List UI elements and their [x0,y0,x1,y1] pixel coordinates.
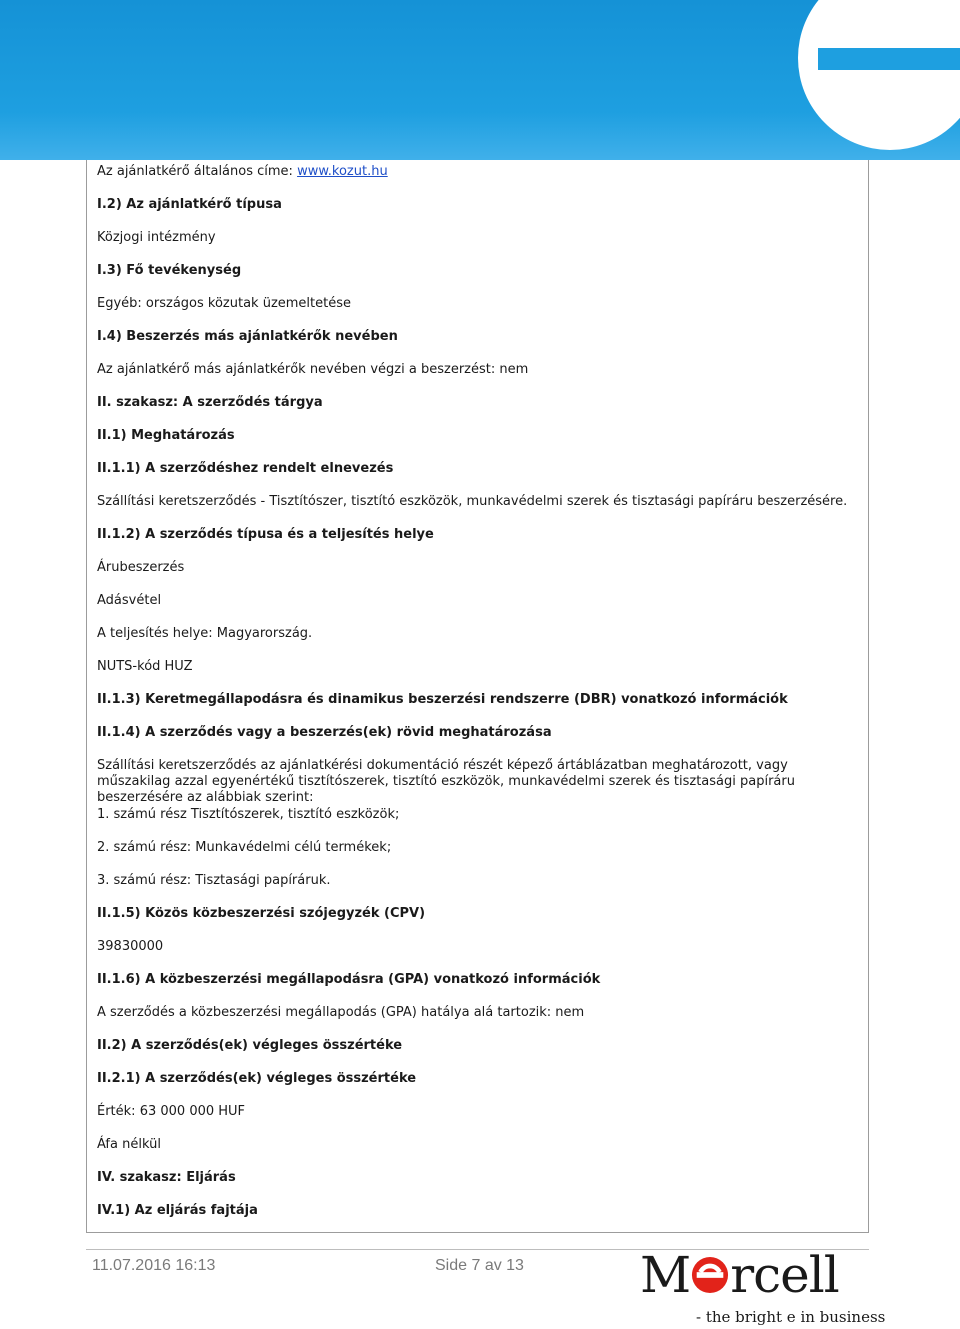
body-text: Az ajánlatkérő más ajánlatkérők nevében végzi a beszerzést: nem [97,362,529,377]
section-heading: I.4) Beszerzés más ajánlatkérők nevében [97,329,398,344]
brand-tagline: - the bright e in business [696,1308,886,1326]
section-heading: II.1.1) A szerződéshez rendelt elnevezés [97,461,394,476]
body-text: 3. számú rész: Tisztasági papíráruk. [97,873,331,888]
body-text: 39830000 [97,939,164,954]
section-heading: I.3) Fő tevékenység [97,263,242,278]
frame-bottom-border [86,1232,869,1233]
address-link[interactable]: www.kozut.hu [297,164,388,179]
brand-name-start: M [640,1246,691,1304]
body-text: Árubeszerzés [97,560,185,575]
body-text: 2. számú rész: Munkavédelmi célú termékek; [97,840,392,855]
body-text: Áfa nélkül [97,1137,161,1152]
body-text: A szerződés a közbeszerzési megállapodás (GPA) hatálya alá tartozik: nem [97,1005,585,1020]
body-text: Egyéb: országos közutak üzemeltetése [97,296,351,311]
body-text: Adásvétel [97,593,162,608]
marcell-logo [640,1246,886,1329]
address-label: Az ajánlatkérő általános címe: [97,164,298,179]
section-heading: IV.1) Az eljárás fajtája [97,1203,258,1218]
section-heading: II.2.1) A szerződés(ek) végleges összértéke [97,1071,417,1086]
section-heading: II. szakasz: A szerződés tárgya [97,395,323,410]
body-text: Közjogi intézmény [97,230,216,245]
section-heading: I.2) Az ajánlatkérő típusa [97,197,282,212]
body-text: Érték: 63 000 000 HUF [97,1104,246,1119]
frame-left-border [86,160,87,1232]
section-heading: II.1.2) A szerződés típusa és a teljesítés helye [97,527,434,542]
brand-name-end: rcell [730,1246,839,1304]
footer-date: 11.07.2016 16:13 [92,1257,216,1274]
header-banner [0,0,960,160]
section-heading: II.1.6) A közbeszerzési megállapodásra (GPA) vonatkozó információk [97,972,601,987]
body-text: 1. számú rész Tisztítószerek, tisztító eszközök; [97,807,400,822]
section-heading: II.1.3) Keretmegállapodásra és dinamikus beszerzési rendszerre (DBR) vonatkozó információk [97,692,788,707]
section-heading: IV. szakasz: Eljárás [97,1170,236,1185]
body-text: NUTS-kód HUZ [97,659,193,674]
footer-page-number: Side 7 av 13 [435,1257,524,1274]
body-text: A teljesítés helye: Magyarország. [97,626,313,641]
section-heading: II.1) Meghatározás [97,428,235,443]
frame-right-border [868,160,869,1232]
section-heading: II.1.4) A szerződés vagy a beszerzés(ek) rövid meghatározása [97,725,552,740]
e-logo-icon [691,1256,729,1294]
body-text: Szállítási keretszerződés - Tisztítószer, tisztító eszközök, munkavédelmi szerek és tisztasági papíráru beszerzésére. [97,494,848,509]
body-text: Szállítási keretszerződés az ajánlatkérési dokumentáció részét képező ártáblázatban meghatározott, vagy műszakilag azzal egyenértékű tisztítószerek, tisztító eszközök, munkavédelmi szerek és tisztasági papíráru beszerzésére az alábbiak szerint: [97,758,795,805]
contracting-address-line [97,164,857,180]
brand-name [640,1246,839,1304]
section-heading: II.1.5) Közös közbeszerzési szójegyzék (CPV) [97,906,426,921]
e-logo-icon [760,0,960,160]
section-heading: II.2) A szerződés(ek) végleges összértéke [97,1038,403,1053]
